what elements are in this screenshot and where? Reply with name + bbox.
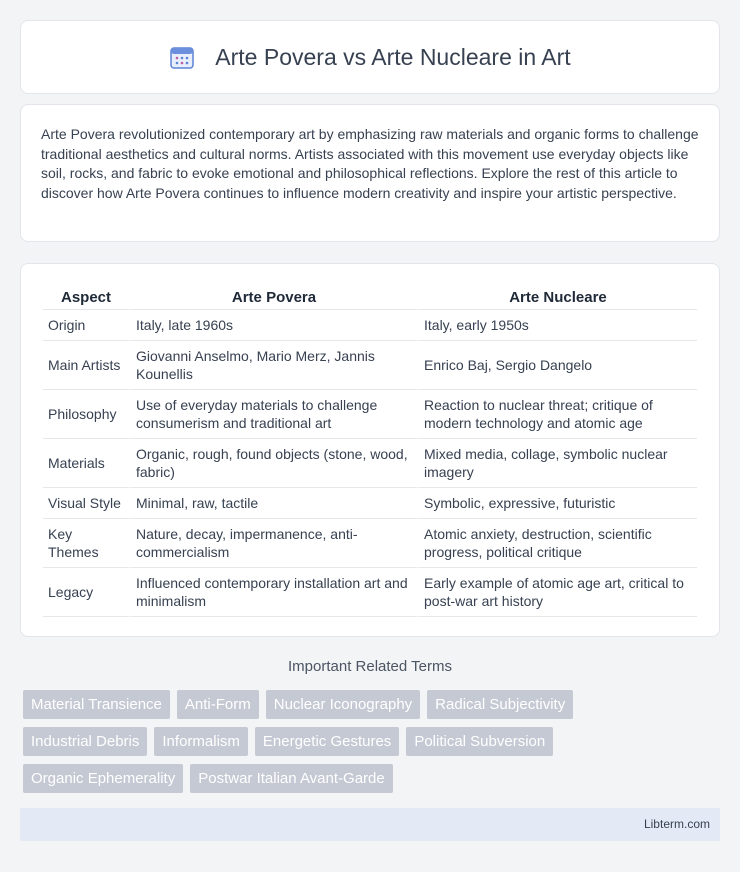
tag-postwar-italian-avant-garde[interactable]: Postwar Italian Avant-Garde (190, 764, 393, 793)
tag-informalism[interactable]: Informalism (154, 727, 248, 756)
intro-text: Arte Povera revolutionized contemporary art by emphasizing raw materials and organic forms to challenge traditional aesthetics and cultural norms. Artists associated with this movement use everyday objects like soil, rocks, and fabric to evoke emotional and philosophical reflections. Explore the rest of this article to discover how Arte Povera continues to influence modern creativity and inspire your artistic perspective. (41, 126, 699, 201)
tag-nuclear-iconography[interactable]: Nuclear Iconography (266, 690, 420, 719)
comparison-card (20, 263, 720, 637)
aspect-cell: Materials (43, 439, 129, 488)
aspect-cell: Legacy (43, 568, 129, 617)
aspect-cell: Visual Style (43, 488, 129, 519)
tag-political-subversion[interactable]: Political Subversion (406, 727, 553, 756)
aspect-cell: Key Themes (43, 519, 129, 568)
tag-material-transience[interactable]: Material Transience (23, 690, 170, 719)
intro-card (20, 104, 720, 242)
tag-radical-subjectivity[interactable]: Radical Subjectivity (427, 690, 573, 719)
page-title: Arte Povera vs Arte Nucleare in Art (215, 43, 571, 70)
arte-nucleare-cell: Italy, early 1950s (417, 310, 697, 341)
arte-nucleare-cell: Early example of atomic age art, critical to post-war art history (417, 568, 697, 617)
title-card (20, 20, 720, 94)
table-row (43, 390, 697, 439)
related-terms (23, 690, 723, 801)
calendar-icon (169, 44, 195, 70)
arte-povera-cell: Italy, late 1960s (129, 310, 417, 341)
arte-nucleare-cell: Enrico Baj, Sergio Dangelo (417, 341, 697, 390)
table-row (43, 341, 697, 390)
arte-nucleare-cell: Mixed media, collage, symbolic nuclear imagery (417, 439, 697, 488)
table-row (43, 310, 697, 341)
tag-industrial-debris[interactable]: Industrial Debris (23, 727, 147, 756)
arte-povera-cell: Minimal, raw, tactile (129, 488, 417, 519)
footer-link[interactable]: Libterm.com (643, 817, 710, 831)
arte-nucleare-cell: Atomic anxiety, destruction, scientific progress, political critique (417, 519, 697, 568)
arte-nucleare-cell: Symbolic, expressive, futuristic (417, 488, 697, 519)
aspect-cell: Philosophy (43, 390, 129, 439)
arte-povera-cell: Organic, rough, found objects (stone, wood, fabric) (129, 439, 417, 488)
arte-nucleare-cell: Reaction to nuclear threat; critique of modern technology and atomic age (417, 390, 697, 439)
table-row (43, 488, 697, 519)
table-row (43, 519, 697, 568)
arte-povera-cell: Giovanni Anselmo, Mario Merz, Jannis Kounellis (129, 341, 417, 390)
tag-row (23, 764, 723, 793)
arte-povera-cell: Use of everyday materials to challenge consumerism and traditional art (129, 390, 417, 439)
arte-povera-cell: Nature, decay, impermanence, anti-commercialism (129, 519, 417, 568)
aspect-cell: Main Artists (43, 341, 129, 390)
arte-povera-cell: Influenced contemporary installation art and minimalism (129, 568, 417, 617)
tag-organic-ephemerality[interactable]: Organic Ephemerality (23, 764, 183, 793)
table-row (43, 439, 697, 488)
header-aspect: Aspect (43, 284, 129, 310)
comparison-table (43, 284, 697, 617)
header-arte-nucleare: Arte Nucleare (417, 284, 697, 310)
aspect-cell: Origin (43, 310, 129, 341)
footer (20, 808, 720, 841)
tag-energetic-gestures[interactable]: Energetic Gestures (255, 727, 399, 756)
tag-anti-form[interactable]: Anti-Form (177, 690, 259, 719)
header-arte-povera: Arte Povera (129, 284, 417, 310)
table-row (43, 568, 697, 617)
tag-row (23, 690, 723, 719)
tag-row (23, 727, 723, 756)
related-terms-title: Important Related Terms (288, 658, 452, 675)
